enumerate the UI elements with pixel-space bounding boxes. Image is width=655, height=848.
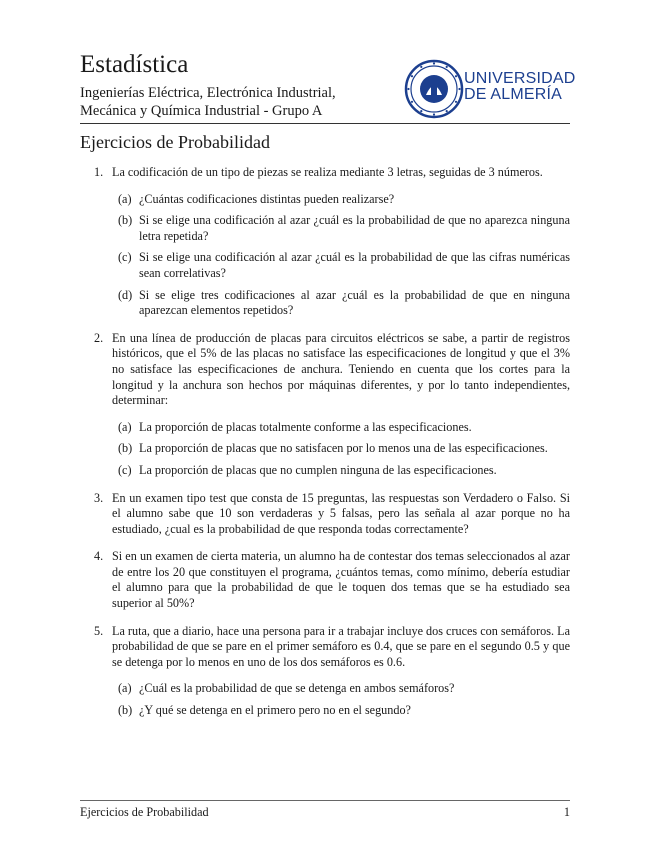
footer-title: Ejercicios de Probabilidad — [80, 805, 209, 819]
subquestion-item — [112, 463, 570, 479]
subquestion-item — [112, 250, 570, 281]
subquestion-text: Si se elige tres codificaciones al azar ¿cuál es la probabilidad de que en ninguna aparezcan elementos repetidos? — [139, 287, 570, 318]
exercise-item — [80, 624, 570, 719]
subquestion-item — [112, 441, 570, 457]
exercise-item — [80, 549, 570, 611]
subquestion-label: (a) — [118, 191, 132, 206]
subquestion-item — [112, 703, 570, 719]
subquestion-label: (b) — [118, 441, 133, 456]
exercise-text: La codificación de un tipo de piezas se realiza mediante 3 letras, seguidas de 3 números. — [112, 165, 543, 179]
subquestion-item — [112, 213, 570, 244]
subquestion-label: (b) — [118, 213, 133, 228]
subquestion-list — [112, 420, 570, 479]
subquestion-text: Si se elige una codificación al azar ¿cuál es la probabilidad de que no aparezca ninguna letra repetida? — [139, 213, 570, 243]
exercise-text: En un examen tipo test que consta de 15 preguntas, las respuestas son Verdadero o Falso. Si el alumno sabe que 10 son verdaderas y 5 falsas, pero las señala al azar porque no ha estudiado, ¿cual es la probabilidad de que responda todas correctamente? — [112, 490, 570, 536]
exercise-number: 4. — [94, 549, 104, 564]
university-seal-icon — [404, 59, 464, 119]
exercise-number: 5. — [94, 623, 104, 638]
subquestion-text: ¿Cuál es la probabilidad de que se detenga en ambos semáforos? — [139, 681, 455, 696]
subquestion-label: (d) — [118, 287, 133, 302]
subquestion-item — [112, 288, 570, 319]
subtitle-line-1: Ingenierías Eléctrica, Electrónica Industrial, — [80, 85, 336, 101]
exercise-item — [80, 491, 570, 538]
subquestion-label: (b) — [118, 703, 133, 718]
subquestion-item — [112, 192, 570, 208]
subtitle-line-2: Mecánica y Química Industrial - Grupo A — [80, 103, 323, 119]
subquestion-list — [112, 192, 570, 319]
exercise-text: En una línea de producción de placas para circuitos eléctricos se sabe, a partir de registros históricos, que el 5% de las placas no satisface las especificaciones de longitud y que el 3% no satisface las especificaciones de anchura. Teniendo en cuenta que los cortes para la longitud y la anchura son hechos por máquinas diferentes, y por lo tanto independientes, determinar: — [112, 330, 570, 408]
header-divider — [80, 123, 570, 124]
subquestion-text: La proporción de placas totalmente conforme a las especificaciones. — [139, 419, 472, 434]
subquestion-text: ¿Cuántas codificaciones distintas pueden realizarse? — [139, 191, 395, 206]
exercise-text: La ruta, que a diario, hace una persona para ir a trabajar incluye dos cruces con semáforos. La probabilidad de que se pare en el primer semáforo es 0.4, que se pare en el segundo 0.5 y que se detenga por lo menos en uno de los dos semáforos es 0.6. — [112, 623, 570, 669]
document-header — [80, 50, 576, 120]
university-logo — [404, 59, 576, 119]
exercise-number: 3. — [94, 490, 104, 505]
subquestion-label: (c) — [118, 250, 132, 265]
university-wordmark — [464, 71, 576, 103]
page-footer — [80, 805, 570, 820]
exercise-text: Si en un examen de cierta materia, un alumno ha de contestar dos temas seleccionados al azar de entre los 20 que constituyen el programa, ¿cuántos temas, como mínimo, debería estudiar el alumno para que la probabilidad de que le toquen dos temas que se ha estudiado sea superior al 50%? — [112, 549, 570, 611]
subquestion-label: (c) — [118, 462, 132, 477]
subquestion-label: (a) — [118, 419, 132, 434]
subquestion-item — [112, 681, 570, 697]
subquestion-text: La proporción de placas que no satisfacen por lo menos una de las especificaciones. — [139, 441, 548, 456]
subquestion-text: Si se elige una codificación al azar ¿cuál es la probabilidad de que las cifras numéricas sean correlativas? — [139, 250, 570, 280]
subquestion-item — [112, 420, 570, 436]
page-number: 1 — [563, 805, 570, 819]
section-title: Ejercicios de Probabilidad — [80, 132, 270, 152]
subquestion-list — [112, 681, 570, 718]
wordmark-line-2: DE ALMERÍA — [464, 86, 563, 103]
exercise-item — [80, 165, 570, 319]
exercise-item — [80, 331, 570, 479]
subquestion-text: La proporción de placas que no cumplen ninguna de las especificaciones. — [139, 462, 497, 477]
course-title: Estadística — [80, 51, 189, 78]
subquestion-label: (a) — [118, 681, 132, 696]
subquestion-text: ¿Y qué se detenga en el primero pero no en el segundo? — [139, 703, 411, 718]
footer-divider — [80, 800, 570, 801]
wordmark-line-1: UNIVERSIDAD — [464, 70, 576, 87]
exercise-number: 1. — [94, 165, 104, 179]
exercise-number: 2. — [94, 330, 104, 345]
exercise-list — [80, 165, 570, 731]
